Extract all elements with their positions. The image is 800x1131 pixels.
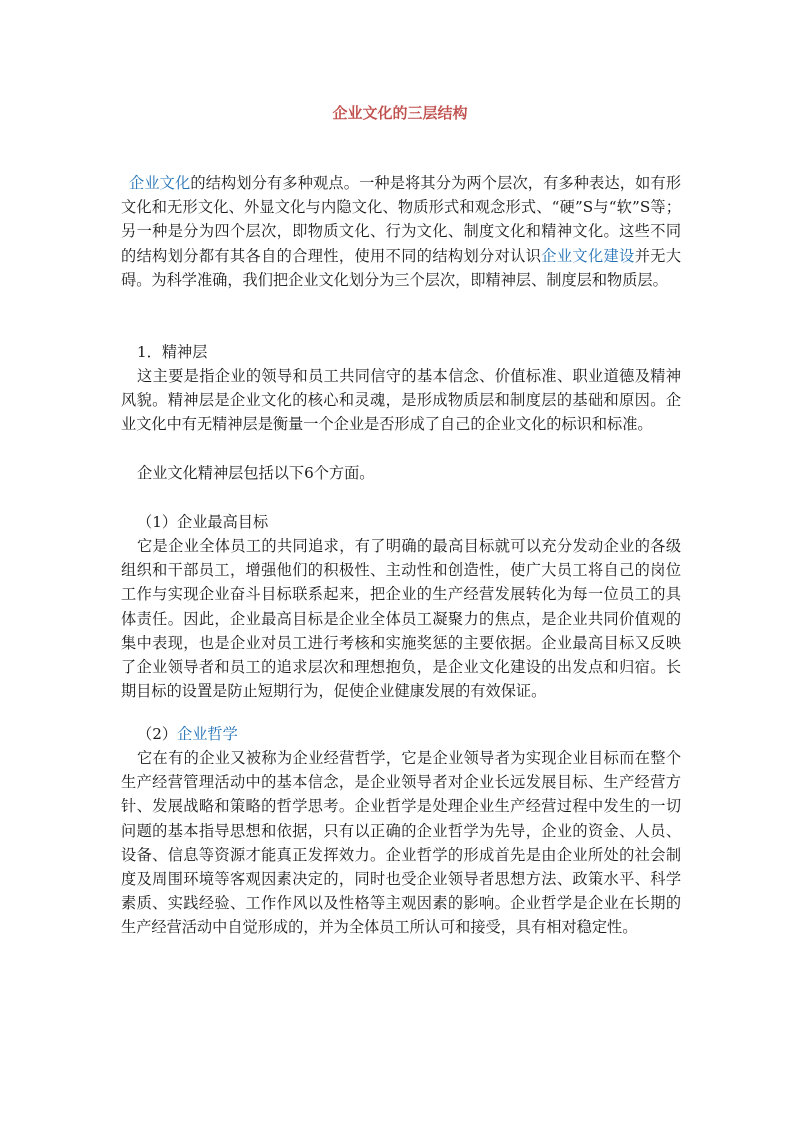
item2-paragraph: 它在有的企业又被称为企业经营哲学，它是企业领导者为实现企业目标而在整个生产经营管理活动中的基本信念，是企业领导者对企业长远发展目标、生产经营方针、发展战略和策略的哲学思考。企业哲学是处理企业生产经营过程中发生的一切问题的基本指导思想和依据，只有以正确的企业哲学为先导，企业的资金、人员、设备、信息等资源才能真正发挥效力。企业哲学的形成首先是由企业所处的社会制度及周围环境等客观因素决定的，同时也受企业领导者思想方法、政策水平、科学素质、实践经验、工作作风以及性格等主观因素的影响。企业哲学是企业在长期的生产经营活动中自觉形成的，并为全体员工所认可和接受，具有相对稳定性。 [121,749,681,937]
intro-text-2: 并无大碍。为科学准确，我们把企业文化划分为三个层次，即精神层、制度层和物质层。 [121,246,682,289]
link-enterprise-culture[interactable]: 企业文化 [129,174,191,192]
item2-heading-prefix: （2） [137,725,178,743]
item-heading-highest-goal: （1）企业最高目标 [137,513,269,531]
document-title: 企业文化的三层结构 [332,104,468,122]
link-enterprise-culture-construction[interactable]: 企业文化建设 [541,246,635,265]
section1-paragraph: 这主要是指企业的领导和员工共同信守的基本信念、价值标准、职业道德及精神风貌。精神层是企业文化的核心和灵魂，是形成物质层和制度层的基础和原因。企业文化中有无精神层是衡量一个企业是否形成了自己的企业文化的标识和标准。 [121,367,681,434]
intro-text-1: 的结构划分有多种观点。一种是将其分为两个层次，有多种表达，如有形文化和无形文化、外显文化与内隐文化、物质形式和观念形式、“硬”S与“软”S等；另一种是分为四个层次，即物质文化、行为文化、制度文化和精神文化。这些不同的结构划分都有其各自的合理性，使用不同的结构划分对认识 [121,174,682,265]
section1-paragraph-2: 企业文化精神层包括以下6个方面。 [137,464,375,482]
item-heading-philosophy [137,722,238,746]
intro-paragraph [121,171,681,292]
item1-paragraph: 它是企业全体员工的共同追求，有了明确的最高目标就可以充分发动企业的各级组织和干部员工，增强他们的积极性、主动性和创造性，使广大员工将自己的岗位工作与实现企业奋斗目标联系起来，把企业的生产经营发展转化为每一位员工的具体责任。因此，企业最高目标是企业全体员工凝聚力的焦点，是企业共同价值观的集中表现，也是企业对员工进行考核和实施奖惩的主要依据。企业最高目标又反映了企业领导者和员工的追求层次和理想抱负，是企业文化建设的出发点和归宿。长期目标的设置是防止短期行为，促使企业健康发展的有效保证。 [121,537,681,701]
section-heading-spirit-layer: 1．精神层 [137,343,208,361]
link-enterprise-philosophy[interactable]: 企业哲学 [177,725,238,743]
